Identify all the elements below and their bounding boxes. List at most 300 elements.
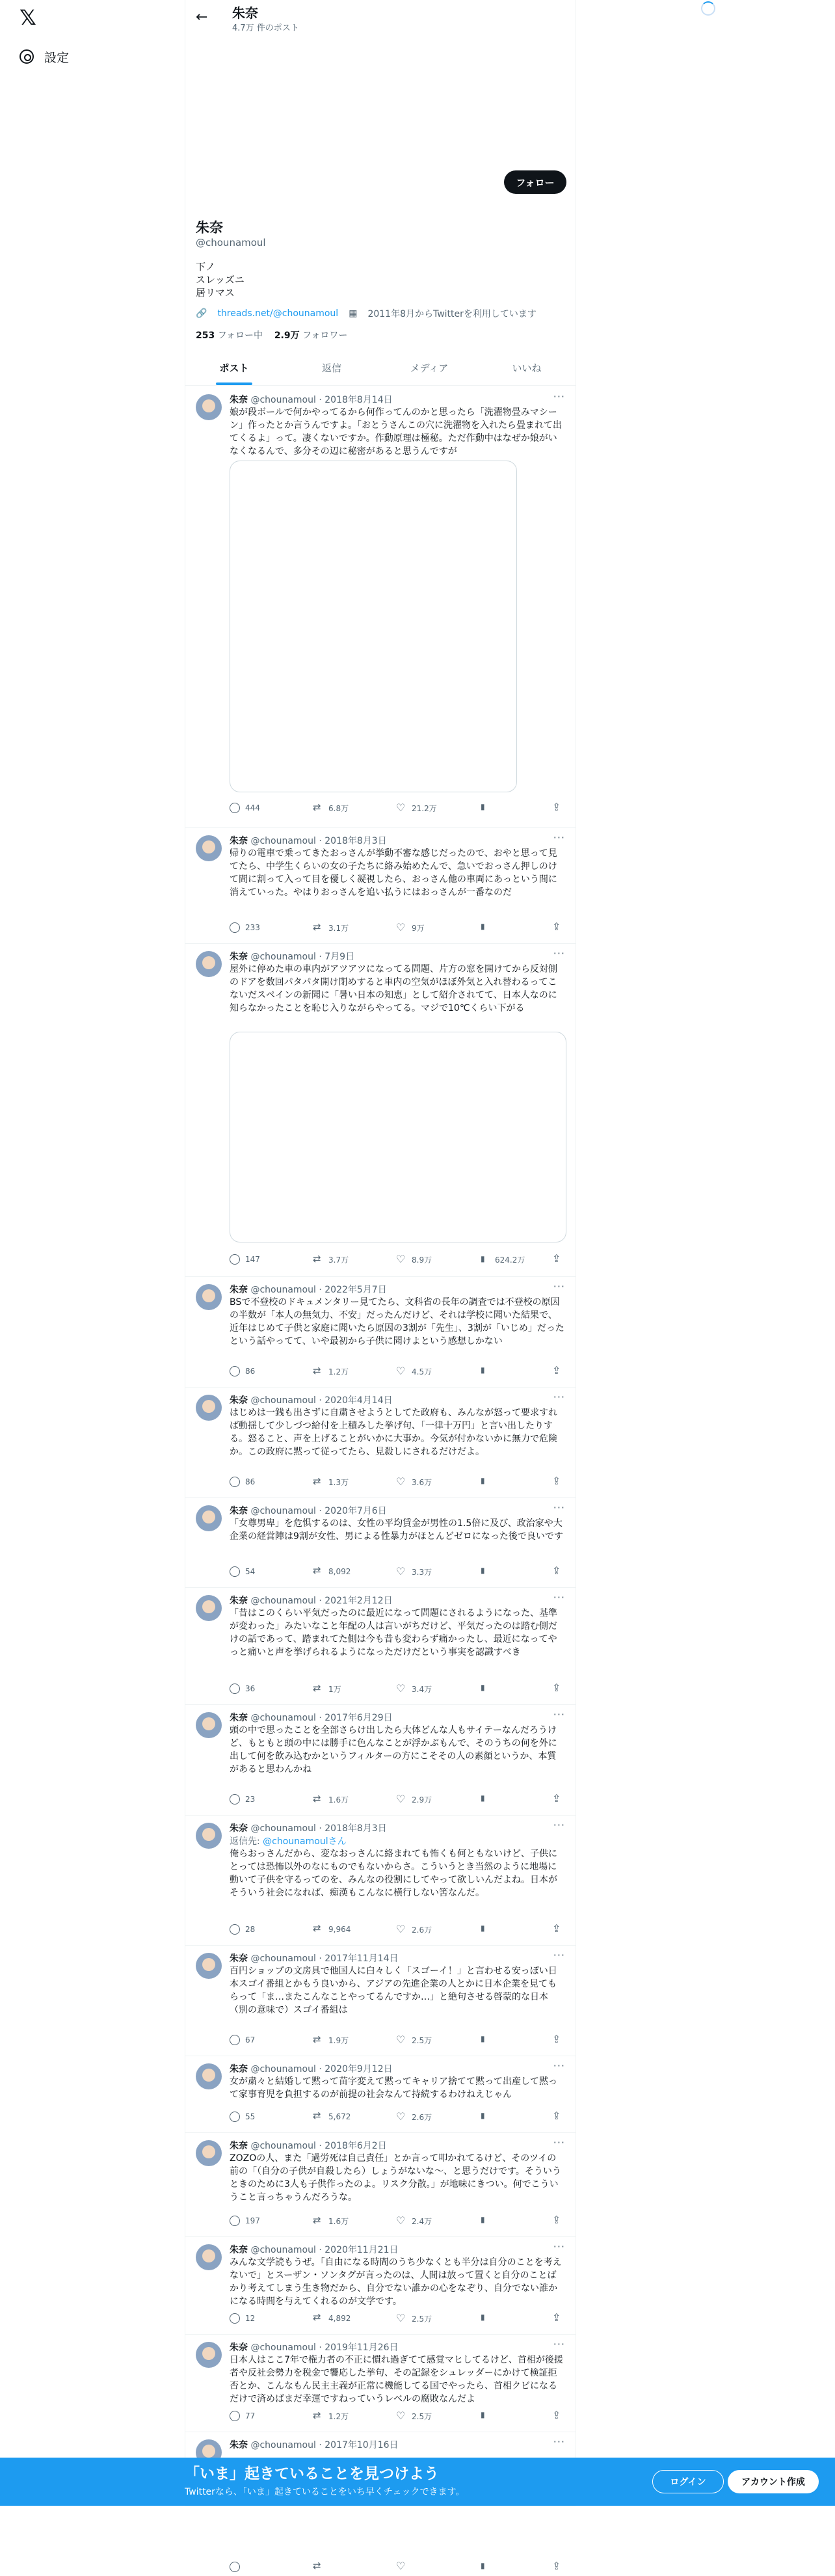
like-button[interactable]	[396, 2035, 432, 2046]
avatar[interactable]	[196, 1953, 222, 1979]
tweet-text: 俺らおっさんだから、変なおっさんに絡まれても怖くも何ともないけど、子供にとっては恐怖以外のなにものでもないからさ。こういうとき当然のように地場に動いて子供を守るってのを、みんなの役割にしてやって欲しいんだよね。日本がそういう社会になれば、痴漢もこんなに横行しない筈なんだ。	[230, 1849, 557, 1898]
reply-icon	[230, 1477, 240, 1487]
more-options-icon[interactable]: ···	[553, 1280, 565, 1293]
tweet-author-handle[interactable]: @chounamoul	[250, 1953, 316, 1964]
retweet-icon	[313, 2562, 323, 2572]
avatar[interactable]	[196, 2063, 222, 2089]
reply-button[interactable]	[230, 1684, 255, 1694]
like-button[interactable]	[396, 1477, 432, 1488]
retweet-button[interactable]	[313, 1684, 341, 1695]
share-button[interactable]	[552, 2216, 563, 2226]
views-button[interactable]	[479, 803, 495, 813]
avatar[interactable]	[196, 2140, 222, 2166]
tweet-author-name[interactable]: 朱奈	[230, 2440, 248, 2450]
tweet-actions	[230, 2035, 565, 2049]
heart-icon	[396, 1255, 406, 1265]
like-button[interactable]	[396, 1794, 432, 1805]
avatar[interactable]	[196, 1395, 222, 1421]
tweet-header: 朱奈 @chounamoul · 2017年6月29日	[230, 1713, 393, 1723]
tweet-text: ZOZOの人、また「過労死は自己責任」とか言って叩かれてるけど、そのツイの前の「（自分の子供が自殺したら）しょうがないな〜、と思うだけです。そういうときのために3人も子供作ったのよ。リスク分散。」が地味にきつい。何でこういうこと言っちゃうんだろうな。	[230, 2153, 561, 2203]
like-count: 2.6万	[412, 2113, 432, 2122]
tweet-actions	[230, 1477, 565, 1491]
avatar[interactable]	[196, 1823, 222, 1849]
like-count: 21.2万	[412, 804, 437, 813]
retweet-icon	[313, 2411, 323, 2422]
reply-icon	[230, 1924, 240, 1935]
tweet-actions	[230, 1254, 565, 1268]
retweet-count: 1.6万	[328, 1795, 349, 1805]
reply-button[interactable]	[230, 2035, 255, 2045]
retweet-button[interactable]	[313, 922, 349, 933]
views-icon	[479, 1366, 490, 1376]
reply-count: 77	[245, 2411, 256, 2421]
tweet-header: 朱奈 @chounamoul · 2018年8月3日	[230, 1823, 387, 1834]
retweet-button[interactable]	[313, 2035, 349, 2046]
reply-button[interactable]	[230, 2562, 245, 2572]
share-button[interactable]	[552, 2112, 563, 2122]
tweet-author-handle[interactable]: @chounamoul	[250, 2064, 316, 2074]
retweet-count: 4,892	[328, 2314, 351, 2323]
views-button[interactable]	[479, 2216, 495, 2226]
tweet-date[interactable]: 2018年6月2日	[325, 2141, 387, 2151]
tweet-header: 朱奈 @chounamoul · 2020年4月14日	[230, 1395, 393, 1406]
views-icon	[479, 1794, 490, 1805]
more-options-icon[interactable]: ···	[553, 831, 565, 844]
retweet-button[interactable]	[313, 2216, 349, 2227]
retweet-icon	[313, 2313, 323, 2324]
share-icon	[552, 1794, 563, 1805]
retweet-button[interactable]	[313, 1477, 349, 1488]
share-button[interactable]	[552, 1566, 563, 1577]
like-button[interactable]	[396, 2112, 432, 2123]
tweet-author-handle[interactable]: @chounamoul	[250, 1395, 316, 1406]
heart-icon	[396, 803, 406, 814]
retweet-count: 1.6万	[328, 2217, 349, 2226]
share-button[interactable]	[552, 803, 563, 813]
tweet-author-name[interactable]: 朱奈	[230, 1285, 248, 1295]
tweet-header: 朱奈 @chounamoul · 2022年5月7日	[230, 1285, 387, 1295]
retweet-count: 3.7万	[328, 1255, 349, 1265]
tweet-author-handle[interactable]: @chounamoul	[250, 1823, 316, 1834]
tweet-header: 朱奈 @chounamoul · 2018年8月14日	[230, 395, 393, 405]
tab-replies[interactable]: 返信	[321, 362, 341, 374]
views-button[interactable]	[479, 1566, 495, 1577]
more-options-icon[interactable]: ···	[553, 1708, 565, 1721]
tweet-actions	[230, 1684, 565, 1698]
like-button[interactable]	[396, 1924, 432, 1935]
reply-button[interactable]	[230, 1366, 255, 1376]
tweet-author-name[interactable]: 朱奈	[230, 395, 248, 405]
views-icon	[479, 2313, 490, 2324]
tweet[interactable]	[185, 2236, 576, 2335]
tweet-author-handle[interactable]: @chounamoul	[250, 395, 316, 405]
share-button[interactable]	[552, 2035, 563, 2045]
tweet-date[interactable]: 2017年6月29日	[325, 1713, 393, 1723]
avatar[interactable]	[196, 1284, 222, 1310]
tweet-date[interactable]: 2017年11月14日	[325, 1953, 399, 1964]
views-button[interactable]	[479, 1366, 495, 1376]
main-column	[185, 0, 576, 2506]
like-button[interactable]	[396, 922, 425, 933]
signup-bar	[0, 2458, 835, 2506]
tweet-date[interactable]: 2018年8月3日	[325, 836, 387, 846]
tweet-author-handle[interactable]: @chounamoul	[250, 2440, 316, 2450]
tweet[interactable]	[185, 1587, 576, 1705]
tweet-author-name[interactable]: 朱奈	[230, 1713, 248, 1723]
reply-to-label: 返信先:	[230, 1836, 260, 1847]
views-icon	[479, 1684, 490, 1694]
retweet-icon	[313, 1684, 323, 1695]
reply-count: 23	[245, 1795, 256, 1804]
tweet-header: 朱奈 @chounamoul · 2018年8月3日	[230, 836, 387, 846]
tweet-header: 朱奈 @chounamoul · 2019年11月26日	[230, 2342, 399, 2353]
x-logo-icon[interactable]: 𝕏	[20, 5, 36, 30]
share-icon	[552, 2035, 563, 2045]
views-button[interactable]	[479, 1254, 525, 1265]
tweet-author-name[interactable]: 朱奈	[230, 2342, 248, 2353]
tweet[interactable]	[185, 1704, 576, 1816]
follow-stats	[196, 329, 347, 342]
tweet-author-name[interactable]: 朱奈	[230, 2141, 248, 2151]
tweet-author-handle[interactable]: @chounamoul	[250, 836, 316, 846]
tweet-media[interactable]	[230, 461, 517, 792]
views-button[interactable]	[479, 2112, 495, 2122]
like-button[interactable]	[396, 2562, 412, 2572]
retweet-button[interactable]	[313, 2411, 349, 2422]
tweet-date[interactable]: 2020年9月12日	[325, 2064, 393, 2074]
tweet-text: 女が粛々と結婚して黙って苗字変えて黙ってキャリア捨てて黙って出産して黙って家事育児を負担するのが前提の社会なんて持続するわけねえじゃん	[230, 2076, 557, 2100]
heart-icon	[396, 2562, 406, 2572]
signup-bar-title: 「いま」起きていることを見つけよう	[185, 2465, 439, 2482]
tweet[interactable]	[185, 1815, 576, 1946]
avatar[interactable]	[196, 2244, 222, 2270]
back-arrow-icon[interactable]: ←	[196, 9, 208, 25]
like-button[interactable]	[396, 2216, 432, 2227]
more-options-icon[interactable]: ···	[553, 2240, 565, 2253]
retweet-button[interactable]	[313, 803, 349, 814]
tweet-author-name[interactable]: 朱奈	[230, 2245, 248, 2255]
tweet-text: はじめは一銭も出さずに自粛させようとしてた政府も、みんなが怒って要求すれば動揺して少しづつ給付を上積みした挙げ句、「一律十万円」と言い出したりする。怒ること、声を上げることがいかに大事か。今気が付かないかに無力で危険か。この政府に黙って従ってたら、見殺しにされるだけだよ。	[230, 1408, 557, 1457]
tweet-author-name[interactable]: 朱奈	[230, 1506, 248, 1516]
retweet-button[interactable]	[313, 2562, 328, 2572]
reply-icon	[230, 1366, 240, 1376]
tweet-media[interactable]	[230, 1032, 566, 1242]
more-options-icon[interactable]: ···	[553, 1591, 565, 1603]
more-options-icon[interactable]: ···	[553, 1949, 565, 1961]
tweet-author-handle[interactable]: @chounamoul	[250, 1285, 316, 1295]
more-options-icon[interactable]: ···	[553, 2435, 565, 2448]
views-icon	[479, 1255, 490, 1265]
tweet-author-name[interactable]: 朱奈	[230, 1823, 248, 1834]
tweet-text: 頭の中で思ったことを全部さらけ出したら大体どんな人もサイテーなんだろうけど、もともと頭の中には勝手に色んなことが浮かぶもんで、そのうちの何を外に出して何を飲み込むかというフィルターの方にこそその人の素顔というか、本質があると思わんかね	[230, 1725, 557, 1775]
tweet-author-handle[interactable]: @chounamoul	[250, 2342, 316, 2353]
tweet[interactable]	[185, 2334, 576, 2432]
share-icon	[552, 2313, 563, 2324]
views-button[interactable]	[479, 2411, 495, 2421]
share-button[interactable]	[552, 1477, 563, 1487]
gear-icon	[20, 49, 34, 64]
views-button[interactable]	[479, 2562, 495, 2572]
share-icon	[552, 1684, 563, 1694]
profile-link[interactable]: threads.net/@chounamoul	[217, 308, 339, 319]
like-count: 2.5万	[412, 2036, 432, 2045]
avatar[interactable]	[196, 1505, 222, 1531]
tweet-date[interactable]: 2021年2月12日	[325, 1596, 393, 1606]
tweet-author-handle[interactable]: @chounamoul	[250, 952, 316, 962]
tweet[interactable]	[185, 1945, 576, 2056]
reply-button[interactable]	[230, 922, 260, 933]
tweet-date[interactable]: 2020年4月14日	[325, 1395, 393, 1406]
heart-icon	[396, 923, 406, 933]
views-icon	[479, 1477, 490, 1487]
tweet-actions	[230, 2562, 565, 2576]
reply-icon	[230, 2411, 240, 2421]
tweet-text: 「昔はこのくらい平気だったのに最近になって問題にされるようになった、基準が変わった」みたいなこと年配の人は言いがちだけど、平気だったのは踏む側だけの話であって、踏まれてた側は今も昔も変わらず痛かったし、最近になってやっと痛いと声を挙げられるようになっただけだという事実を認識すべき	[230, 1608, 557, 1657]
share-button[interactable]	[552, 2562, 563, 2572]
tweet-author-name[interactable]: 朱奈	[230, 2064, 248, 2074]
like-button[interactable]	[396, 1684, 432, 1695]
reply-button[interactable]	[230, 803, 260, 813]
reply-button[interactable]	[230, 1924, 255, 1935]
tab-posts[interactable]: ポスト	[185, 350, 283, 385]
reply-button[interactable]	[230, 1254, 260, 1265]
like-count: 2.5万	[412, 2412, 432, 2421]
view-count: 624.2万	[495, 1255, 525, 1265]
views-icon	[479, 922, 490, 933]
avatar[interactable]	[196, 1712, 222, 1738]
avatar[interactable]	[196, 1595, 222, 1621]
tab-media[interactable]: メディア	[410, 362, 449, 374]
profile-banner	[185, 36, 576, 167]
share-button[interactable]	[552, 1794, 563, 1805]
following-label[interactable]: フォロー中	[217, 330, 263, 341]
more-options-icon[interactable]: ···	[553, 2338, 565, 2350]
more-options-icon[interactable]: ···	[553, 1501, 565, 1514]
avatar[interactable]	[196, 835, 222, 861]
tweet-header: 朱奈 @chounamoul · 2017年10月16日	[230, 2440, 399, 2450]
like-button[interactable]	[396, 2411, 432, 2422]
profile-meta	[196, 307, 537, 320]
like-button[interactable]	[396, 1566, 432, 1577]
share-icon	[552, 2216, 563, 2226]
share-button[interactable]	[552, 1366, 563, 1376]
tweet[interactable]	[185, 827, 576, 944]
tweet-date[interactable]: 2020年7月6日	[325, 1506, 387, 1516]
retweet-count: 1.2万	[328, 1367, 349, 1376]
retweet-count: 1.2万	[328, 2412, 349, 2421]
reply-count: 28	[245, 1925, 256, 1934]
tweet-header: 朱奈 @chounamoul · 2020年9月12日	[230, 2064, 393, 2074]
like-count: 2.6万	[412, 1925, 432, 1935]
retweet-button[interactable]	[313, 2112, 351, 2122]
heart-icon	[396, 2411, 406, 2422]
avatar[interactable]	[196, 2342, 222, 2368]
share-icon	[552, 1924, 563, 1935]
retweet-icon	[313, 1566, 323, 1577]
reply-button[interactable]	[230, 1566, 255, 1577]
share-icon	[552, 922, 563, 933]
retweet-button[interactable]	[313, 1924, 351, 1935]
views-button[interactable]	[479, 2035, 495, 2045]
like-button[interactable]	[396, 1254, 432, 1265]
tweet[interactable]	[185, 943, 576, 1277]
tweet-text: 「女尊男卑」を危惧するのは、女性の平均賃金が男性の1.5倍に及び、政治家や大企業の経営陣は9割が女性、男による性暴力がほとんどゼロになった後で良いです	[230, 1518, 563, 1542]
reply-to-line	[230, 1834, 347, 1847]
like-count: 2.9万	[412, 1795, 432, 1805]
share-button[interactable]	[552, 1254, 563, 1265]
tweet-author-handle[interactable]: @chounamoul	[250, 1596, 316, 1606]
reply-to-handle[interactable]: @chounamoulさん	[263, 1836, 347, 1847]
more-options-icon[interactable]: ···	[553, 2059, 565, 2072]
tweet-author-handle[interactable]: @chounamoul	[250, 1506, 316, 1516]
tweet-date[interactable]: 2018年8月3日	[325, 1823, 387, 1834]
more-options-icon[interactable]: ···	[553, 1819, 565, 1831]
tweet-author-name[interactable]: 朱奈	[230, 1395, 248, 1406]
tweet-author-handle[interactable]: @chounamoul	[250, 2245, 316, 2255]
tweet-actions	[230, 2216, 565, 2230]
tweet-date[interactable]: 2020年11月21日	[325, 2245, 399, 2255]
views-icon	[479, 803, 490, 813]
tweet-actions	[230, 1924, 565, 1939]
views-button[interactable]	[479, 1477, 495, 1487]
tweet-actions	[230, 1366, 565, 1380]
reply-button[interactable]	[230, 2313, 255, 2324]
like-button[interactable]	[396, 1366, 432, 1377]
more-options-icon[interactable]: ···	[553, 947, 565, 959]
tweet[interactable]	[185, 2132, 576, 2237]
share-button[interactable]	[552, 1684, 563, 1694]
tweet-author-handle[interactable]: @chounamoul	[250, 2141, 316, 2151]
views-icon	[479, 1566, 490, 1577]
avatar[interactable]	[196, 394, 222, 420]
share-button[interactable]	[552, 922, 563, 933]
reply-button[interactable]	[230, 2216, 260, 2226]
tweet[interactable]	[185, 1276, 576, 1388]
reply-count: 444	[245, 803, 260, 812]
views-button[interactable]	[479, 2313, 495, 2324]
share-icon	[552, 2112, 563, 2122]
tweet-text: BSで不登校のドキュメンタリー見てたら、文科省の長年の調査では不登校の原因の半数が「本人の無気力、不安」だったんだけど、それは学校に聞いた結果で、近年はじめて子供と家庭に聞いたら原因の3割が「先生」、3割が「いじめ」だったという話やってて、いや最初から子供に聞けよという感想しかない	[230, 1297, 564, 1347]
views-button[interactable]	[479, 1924, 495, 1935]
tweet-text: 屋外に停めた車の車内がアツアツになってる問題、片方の窓を開けてから反対側のドアを数回パタパタ開け閉めすると車内の空気がほぼ外気と入れ替わるってこないだスペインの新聞に「暑い日本の知恵」として紹介されてて、日本人なのに知らなかったことを恥じ入りながらやってる。マジで10℃くらい下がる	[230, 964, 557, 1013]
profile-tabs	[185, 350, 576, 386]
tweet-date[interactable]: 2017年10月16日	[325, 2440, 399, 2450]
reply-icon	[230, 1254, 240, 1265]
retweet-count: 9,964	[328, 1925, 351, 1934]
top-bar	[185, 0, 576, 36]
more-options-icon[interactable]: ···	[553, 390, 565, 403]
retweet-icon	[313, 2035, 323, 2046]
tweet-header: 朱奈 @chounamoul · 2020年11月21日	[230, 2245, 399, 2255]
retweet-button[interactable]	[313, 1794, 349, 1805]
reply-button[interactable]	[230, 1477, 255, 1487]
settings-label: 設定	[44, 50, 70, 65]
tweet[interactable]	[185, 1387, 576, 1498]
like-count: 3.4万	[412, 1685, 432, 1694]
tweet-author-name[interactable]: 朱奈	[230, 1596, 248, 1606]
following-count[interactable]: 253	[196, 330, 215, 341]
share-button[interactable]	[552, 1924, 563, 1935]
avatar[interactable]	[196, 951, 222, 977]
header-post-count: 4.7万 件のポスト	[232, 23, 299, 33]
tweet-author-name[interactable]: 朱奈	[230, 952, 248, 962]
tweet-header: 朱奈 @chounamoul · 2021年2月12日	[230, 1596, 393, 1606]
retweet-button[interactable]	[313, 1366, 349, 1377]
views-button[interactable]	[479, 1684, 495, 1694]
reply-count: 36	[245, 1684, 256, 1693]
tweet-author-handle[interactable]: @chounamoul	[250, 1713, 316, 1723]
settings-link[interactable]	[20, 47, 69, 66]
heart-icon	[396, 1925, 406, 1935]
heart-icon	[396, 2216, 406, 2227]
tweet-date[interactable]: 2022年5月7日	[325, 1285, 387, 1295]
reply-button[interactable]	[230, 1794, 255, 1805]
tweet-text: 帰りの電車で乗ってきたおっさんが挙動不審な感じだったので、おやと思って見てたら、中学生くらいの女の子たちに絡み始めたんで、急いでおっさん押しのけて間に割って入って目を優しく凝視したら、おっさん他の車両にあっという間に消えていった。やはりおっさんを追い払うにはおっさんが一番なのだ	[230, 848, 557, 898]
tweet-author-name[interactable]: 朱奈	[230, 836, 248, 846]
retweet-button[interactable]	[313, 1254, 349, 1265]
reply-count: 55	[245, 2112, 256, 2121]
retweet-icon	[313, 1367, 323, 1377]
retweet-count: 1.3万	[328, 1478, 349, 1487]
heart-icon	[396, 1367, 406, 1377]
tab-likes[interactable]: いいね	[512, 362, 542, 374]
retweet-button[interactable]	[313, 2313, 351, 2324]
tweet-text: 百円ショップの文房具で他国人に白々しく「スゴーイ！」と言わせる安っぽい日本スゴイ番組とかもう良いから、アジアの先進企業の人とかに日本企業を見てもらって「ま…またこんなことやってるんですか…」と絶句させる啓蒙的な日本（別の意味で）スゴイ番組は	[230, 1966, 557, 2015]
follow-button[interactable]: フォロー	[504, 170, 566, 194]
reply-count: 12	[245, 2314, 256, 2323]
tweet-date[interactable]: 2019年11月26日	[325, 2342, 399, 2353]
tweet-author-name[interactable]: 朱奈	[230, 1953, 248, 1964]
followers-label[interactable]: フォロワー	[302, 330, 348, 341]
more-options-icon[interactable]: ···	[553, 1391, 565, 1403]
tweet-header: 朱奈 @chounamoul · 2020年7月6日	[230, 1506, 387, 1516]
tweet[interactable]	[185, 386, 576, 828]
views-button[interactable]	[479, 922, 495, 933]
reply-count: 67	[245, 2035, 256, 2045]
like-button[interactable]	[396, 803, 437, 814]
signup-button[interactable]: アカウント作成	[728, 2470, 819, 2493]
retweet-icon	[313, 2216, 323, 2227]
share-button[interactable]	[552, 2411, 563, 2421]
heart-icon	[396, 2314, 406, 2324]
login-button[interactable]: ログイン	[652, 2470, 724, 2493]
profile-name: 朱奈	[196, 220, 223, 235]
retweet-button[interactable]	[313, 1566, 351, 1577]
reply-button[interactable]	[230, 2411, 255, 2421]
views-icon	[479, 2562, 490, 2572]
retweet-count: 8,092	[328, 1567, 351, 1576]
tweet[interactable]	[185, 1497, 576, 1588]
tweet-actions	[230, 2313, 565, 2328]
tweet-date[interactable]: 2018年8月14日	[325, 395, 393, 405]
share-icon	[552, 1566, 563, 1577]
retweet-count: 3.1万	[328, 924, 349, 933]
tweet-date[interactable]: 7月9日	[325, 952, 355, 962]
reply-button[interactable]	[230, 2112, 255, 2122]
reply-icon	[230, 2035, 240, 2045]
header-name: 朱奈	[232, 5, 258, 21]
tweet[interactable]	[185, 2056, 576, 2133]
link-icon: 🔗	[196, 308, 207, 319]
more-options-icon[interactable]: ···	[553, 2136, 565, 2149]
reply-count: 86	[245, 1477, 256, 1486]
followers-count[interactable]: 2.9万	[274, 330, 300, 341]
views-button[interactable]	[479, 1794, 495, 1805]
share-button[interactable]	[552, 2313, 563, 2324]
reply-count: 54	[245, 1567, 256, 1576]
like-button[interactable]	[396, 2313, 432, 2324]
reply-count: 86	[245, 1367, 256, 1376]
